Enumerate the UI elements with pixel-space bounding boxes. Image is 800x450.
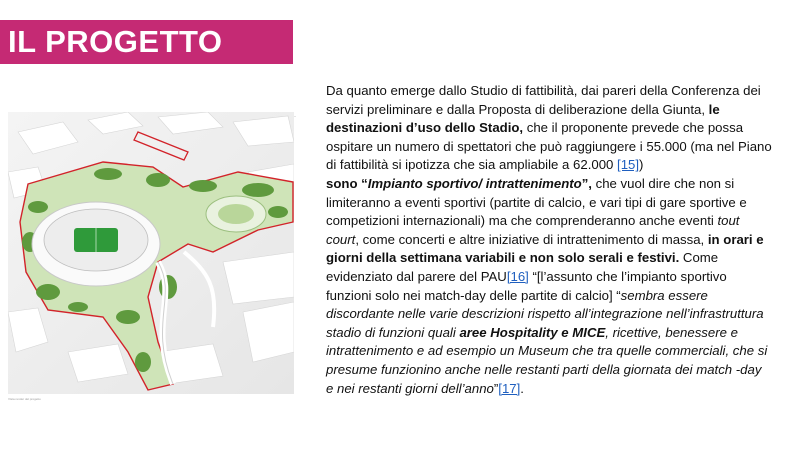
text-eventi: che vuol dire che non si limiteranno a eventi sportivi (partite di calcio, e vari tipi di gare sportive e competizioni internazionali) ma che comprenderanno anche eventi <box>326 175 747 229</box>
project-description <box>326 82 772 398</box>
text-close-quote: ”, <box>581 175 592 191</box>
text-concerti: , come concerti e altre iniziative di intrattenimento di massa, <box>355 231 708 247</box>
text-end-quote: ” <box>493 380 499 396</box>
footnote-link-15[interactable]: [15] <box>617 157 640 173</box>
stadium-render-drawing <box>8 112 294 394</box>
stadium-render-image <box>8 112 294 394</box>
text-tout-court: tout court <box>326 213 740 247</box>
slide-title: IL PROGETTO <box>8 24 223 59</box>
text-period: . <box>520 380 524 396</box>
text-pau: Come evidenziato dal parere del PAU <box>326 250 719 284</box>
footnote-link-16[interactable]: [16] <box>506 268 529 284</box>
training-field <box>218 204 254 224</box>
text-ricettive: , ricettive, benessere e intrattenimento e ad esempio un Museum che tra quelle commerciali, che si presume funzionino anche nelle restanti parti della giornata dei match -day e nei restanti giorni dell’anno <box>326 324 768 396</box>
title-banner <box>0 20 293 64</box>
text-sono: sono “ <box>326 175 368 191</box>
text-assunto: “[l’assunto che l’impianto sportivo funzioni solo nei match-day delle partite di calcio] “ <box>326 268 727 303</box>
description-paragraph <box>326 82 772 398</box>
text-impianto: Impianto sportivo/ intrattenimento <box>367 175 582 191</box>
text-capacity: che il proponente prevede che possa ospitare un numero di spettatori che può raggiungere i 55.000 (ma nel Piano di fattibilità si ipotizza che sia ampliabile a 62.000 <box>326 120 772 173</box>
text-destinazioni: le destinazioni d’uso dello Stadio, <box>326 101 720 136</box>
text-hospitality: aree Hospitality e MICE <box>459 324 606 340</box>
text-discordante: sembra essere discordante nelle varie descrizioni rispetto all’integrazione nell’infrastruttura stadio di funzioni quali <box>326 287 764 340</box>
text-orari: in orari e giorni della settimana variabili e non solo serali e festivi. <box>326 231 764 266</box>
image-marker: · <box>294 114 296 120</box>
footnote-link-17[interactable]: [17] <box>498 380 521 396</box>
text-close-paren: ) <box>639 157 644 173</box>
text-intro: Da quanto emerge dallo Studio di fattibilità, dai pareri della Conferenza dei servizi preliminare e dalla Proposta di deliberazione della Giunta, <box>326 83 761 117</box>
image-caption: Vista render del progetto <box>8 397 41 401</box>
